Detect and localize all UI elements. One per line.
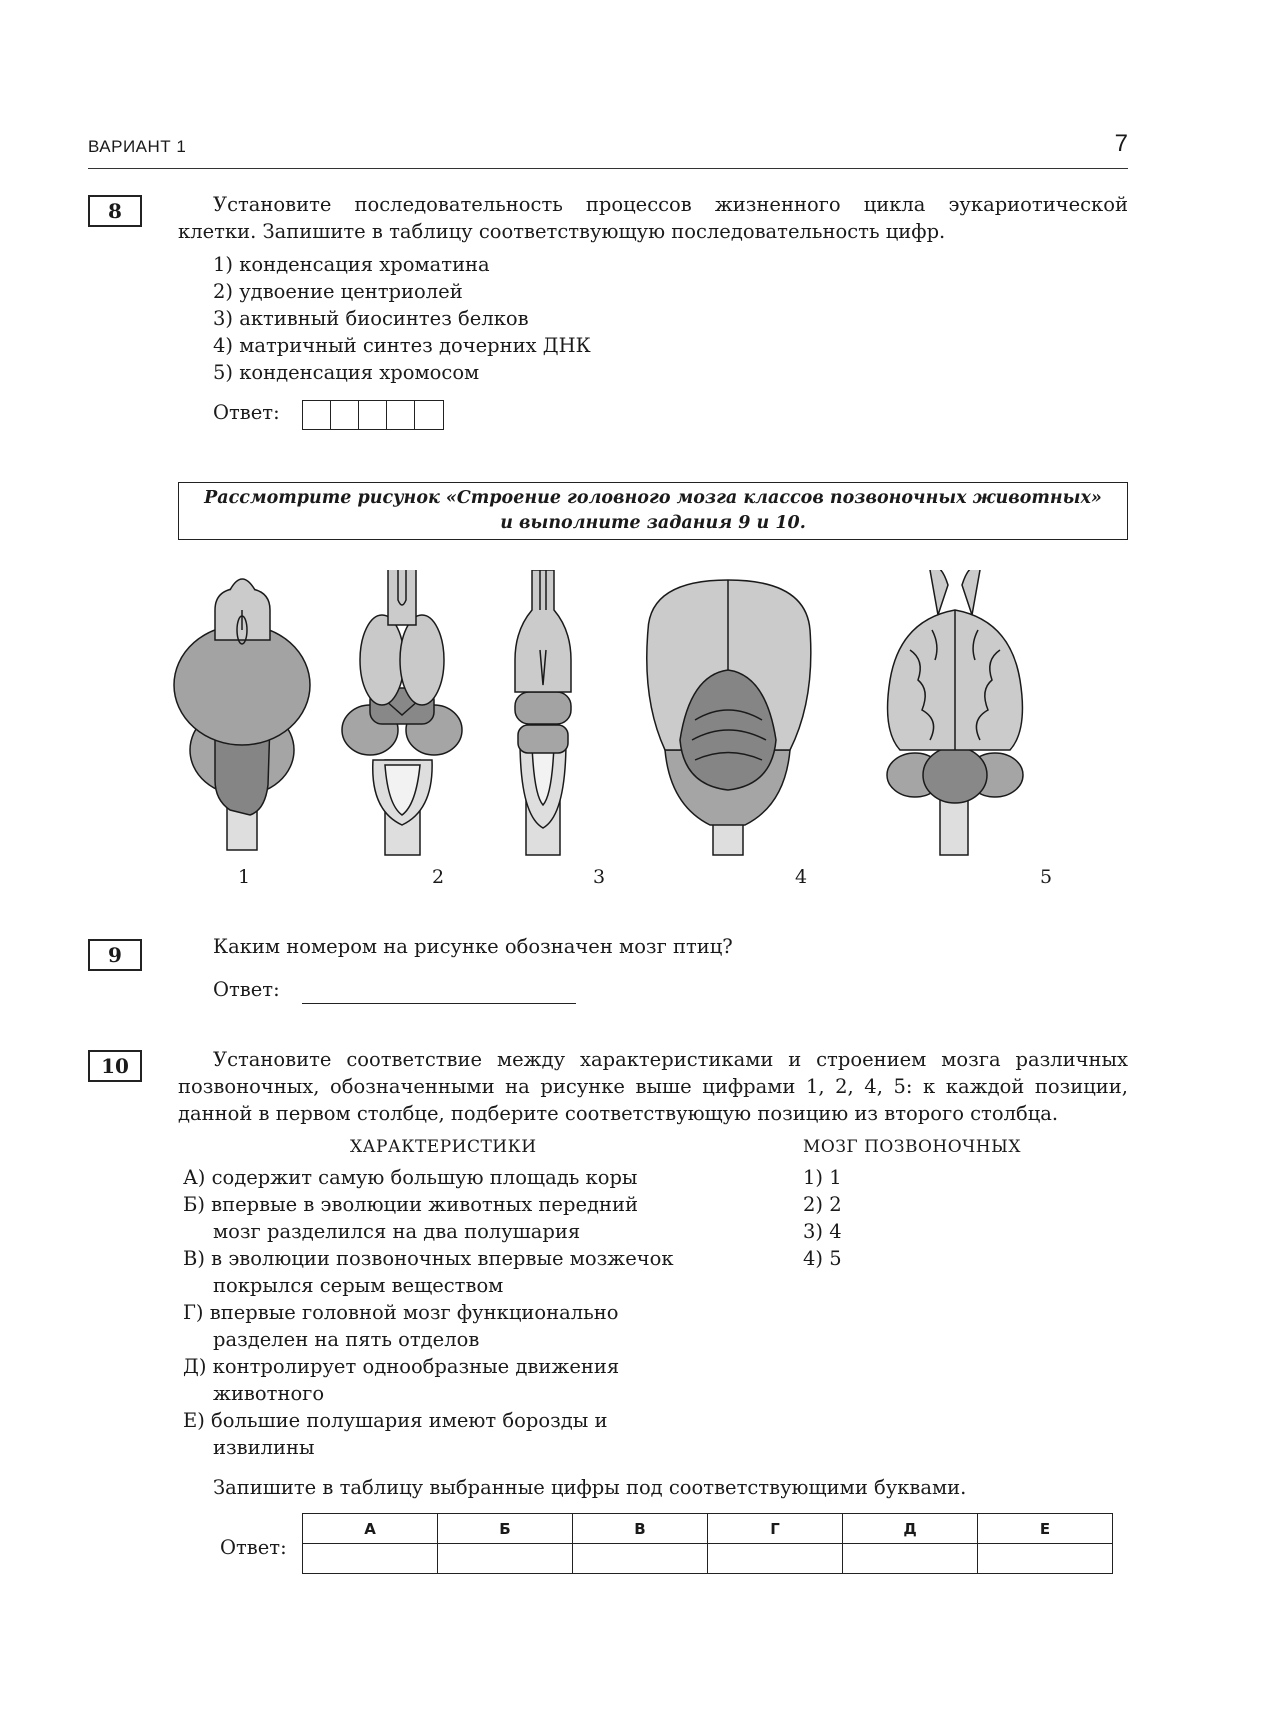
characteristic-d-cont: животного: [213, 1382, 325, 1405]
variant-label: ВАРИАНТ 1: [88, 137, 187, 156]
characteristic-v-text: В) в эволюции позвоночных впервые мозжечок: [183, 1247, 674, 1270]
answer-col-b: Б: [438, 1514, 573, 1544]
characteristics-header: ХАРАКТЕРИСТИКИ: [350, 1137, 537, 1157]
brain-4-drawing: [647, 580, 811, 855]
characteristic-b: [183, 1191, 723, 1245]
answer-cell-d[interactable]: [843, 1544, 978, 1574]
figure-instruction-line-1: Рассмотрите рисунок «Строение головного мозга классов позвоночных животных»: [204, 488, 1102, 508]
brain-structure-figure: [170, 570, 1130, 860]
q10-answer-label: Ответ:: [220, 1536, 287, 1559]
figure-label-3: 3: [592, 866, 606, 888]
question-9-text: Каким номером на рисунке обозначен мозг птиц?: [213, 935, 733, 958]
brain-option-1: 1) 1: [803, 1166, 842, 1189]
answer-col-e: Е: [978, 1514, 1113, 1544]
question-10-text: Установите соответствие между характеристиками и строением мозга различных позвоночных, обозначенными на рисунке выше цифрами 1, 2, 4, 5: к каждой позиции, данной в первом столбце, подберите соответствующую позицию из второго столбца.: [178, 1048, 1128, 1125]
brains-header: МОЗГ ПОЗВОНОЧНЫХ: [803, 1137, 1021, 1157]
brain-option-3: 3) 4: [803, 1220, 842, 1243]
q8-item-2: 2) удвоение центриолей: [213, 280, 463, 303]
q8-answer-label: Ответ:: [213, 401, 280, 424]
figure-instruction-box: [178, 482, 1128, 540]
figure-label-5: 5: [1039, 866, 1053, 888]
characteristic-v-cont: покрылся серым веществом: [213, 1274, 504, 1297]
header-rule: [88, 168, 1128, 169]
characteristic-b-text: Б) впервые в эволюции животных передний: [183, 1193, 638, 1216]
answer-col-g: Г: [708, 1514, 843, 1544]
characteristic-b-cont: мозг разделился на два полушария: [213, 1220, 581, 1243]
q10-answer-input-row: [303, 1544, 1113, 1574]
brain-option-4: 4) 5: [803, 1247, 842, 1270]
characteristic-e-cont: извилины: [213, 1436, 315, 1459]
figure-label-4: 4: [794, 866, 808, 888]
question-8-text: Установите последовательность процессов жизненного цикла эукариотической клетки. Запишите в таблицу соответствующую последовательность цифр.: [178, 193, 1128, 243]
answer-cell-b[interactable]: [438, 1544, 573, 1574]
answer-cell-v[interactable]: [573, 1544, 708, 1574]
q8-answer-cell[interactable]: [359, 401, 387, 429]
question-10-number: 10: [88, 1050, 142, 1082]
figure-label-1: 1: [237, 866, 251, 888]
characteristic-g: [183, 1299, 723, 1353]
characteristic-e: [183, 1407, 723, 1461]
question-9-number: 9: [88, 939, 142, 971]
brain-5-drawing: [887, 570, 1023, 855]
brain-3-drawing: [515, 570, 571, 855]
answer-col-v: В: [573, 1514, 708, 1544]
characteristic-g-cont: разделен на пять отделов: [213, 1328, 480, 1351]
answer-cell-e[interactable]: [978, 1544, 1113, 1574]
page-number: 7: [1114, 130, 1128, 157]
characteristic-a: [183, 1164, 723, 1191]
q8-answer-cell[interactable]: [331, 401, 359, 429]
figure-label-2: 2: [431, 866, 445, 888]
q9-answer-label: Ответ:: [213, 978, 280, 1001]
q8-answer-cell[interactable]: [303, 401, 331, 429]
q9-answer-line[interactable]: [302, 1003, 576, 1004]
q8-item-5: 5) конденсация хромосом: [213, 361, 480, 384]
answer-cell-g[interactable]: [708, 1544, 843, 1574]
q8-item-3: 3) активный биосинтез белков: [213, 307, 529, 330]
figure-instruction-line-2: и выполните задания 9 и 10.: [500, 513, 806, 533]
q10-instruction: Запишите в таблицу выбранные цифры под соответствующими буквами.: [213, 1476, 967, 1499]
characteristic-a-text: А) содержит самую большую площадь коры: [183, 1166, 638, 1189]
q10-answer-header-row: [303, 1514, 1113, 1544]
q8-item-1: 1) конденсация хроматина: [213, 253, 490, 276]
characteristic-d-text: Д) контролирует однообразные движения: [183, 1355, 620, 1378]
brain-2-drawing: [342, 570, 462, 855]
question-8-number: 8: [88, 195, 142, 227]
answer-col-a: А: [303, 1514, 438, 1544]
answer-col-d: Д: [843, 1514, 978, 1544]
characteristic-v: [183, 1245, 723, 1299]
q10-answer-table: [302, 1513, 1113, 1574]
q8-item-4: 4) матричный синтез дочерних ДНК: [213, 334, 591, 357]
answer-cell-a[interactable]: [303, 1544, 438, 1574]
characteristic-d: [183, 1353, 723, 1407]
characteristic-g-text: Г) впервые головной мозг функционально: [183, 1301, 619, 1324]
characteristic-e-text: Е) большие полушария имеют борозды и: [183, 1409, 608, 1432]
q8-answer-cells[interactable]: [302, 400, 444, 430]
brain-1-drawing: [174, 579, 310, 850]
q8-answer-cell[interactable]: [387, 401, 415, 429]
brain-option-2: 2) 2: [803, 1193, 842, 1216]
q8-answer-cell[interactable]: [415, 401, 443, 429]
